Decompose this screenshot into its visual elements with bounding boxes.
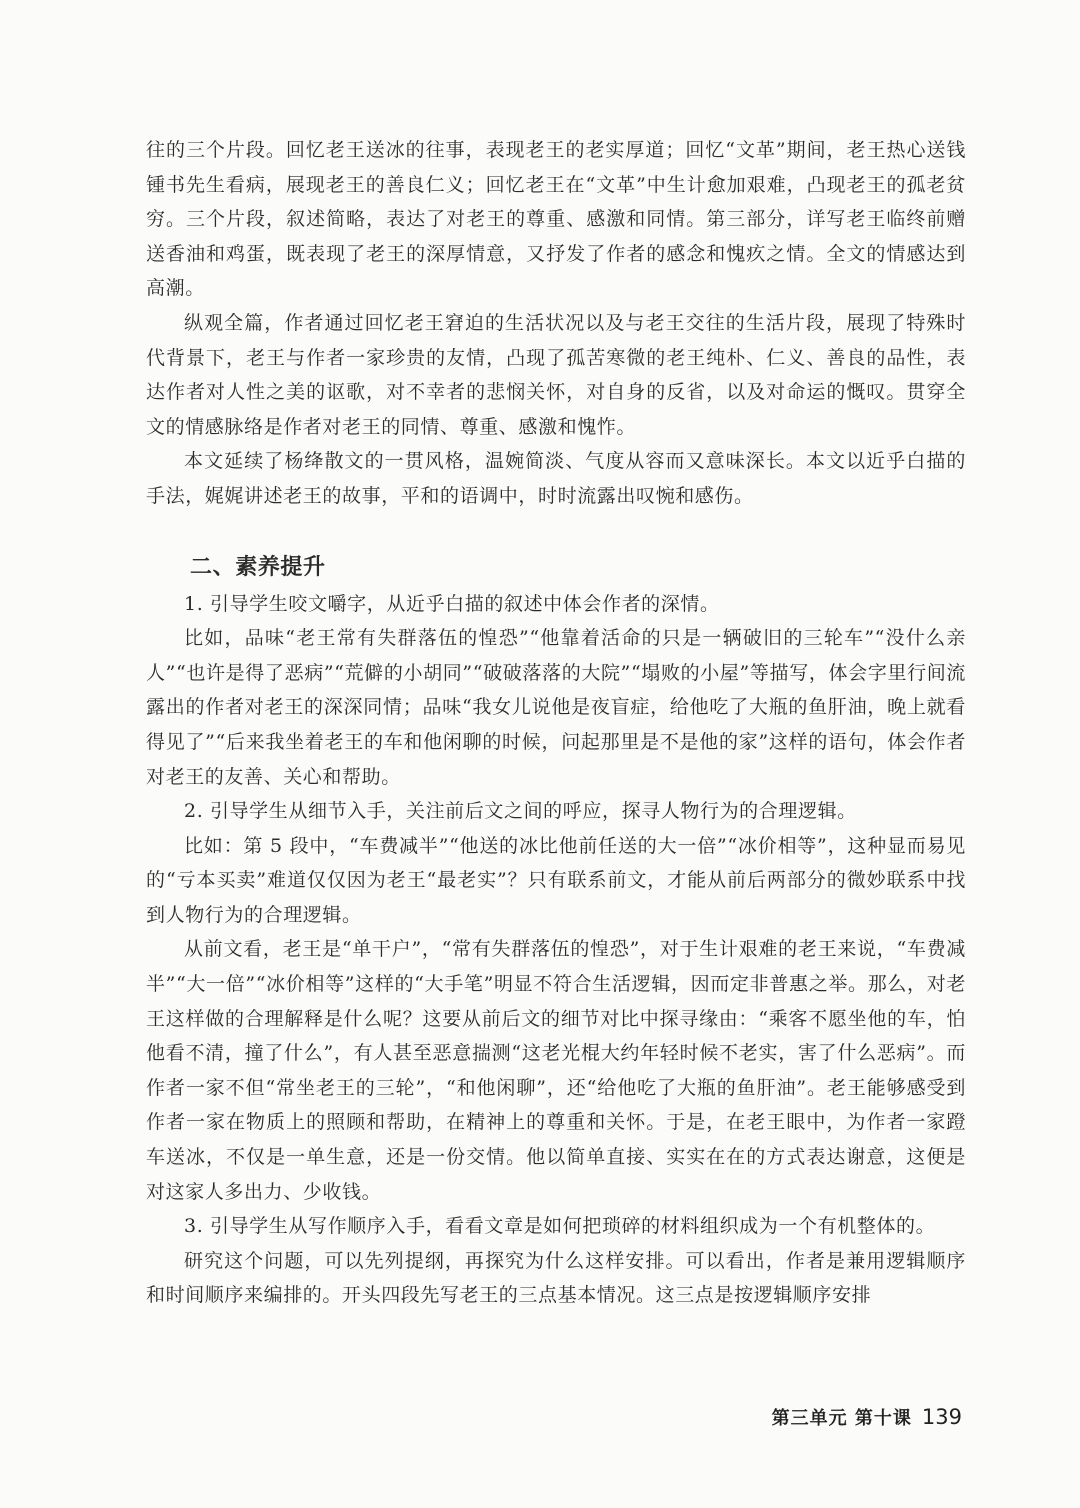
point-1-example: 比如，品味“老王常有失群落伍的惶恐”“他靠着活命的只是一辆破旧的三轮车”“没什么亲人”“也许是得了恶病”“荒僻的小胡同”“破破落落的大院”“塌败的小屋”等描写，体会字里行间流露出的作者对老王的深深同情；品味“我女儿说他是夜盲症，给他吃了大瓶的鱼肝油，晚上就看得见了”“后来我坐着老王的车和他闲聊的时候，问起那里是不是他的家”这样的语句，体会作者对老王的友善、关心和帮助。 [146, 627, 966, 788]
section-heading: 二、素养提升 [190, 554, 326, 580]
point-2: 2. 引导学生从细节入手，关注前后文之间的呼应，探寻人物行为的合理逻辑。 [184, 800, 857, 823]
page-number: 139 [921, 1405, 962, 1429]
paragraph-style: 本文延续了杨绛散文的一贯风格，温婉简淡、气度从容而又意味深长。本文以近乎白描的手法，娓娓讲述老王的故事，平和的语调中，时时流露出叹惋和感伤。 [146, 450, 966, 507]
point-1: 1. 引导学生咬文嚼字，从近乎白描的叙述中体会作者的深情。 [184, 592, 720, 615]
point-2-analysis: 从前文看，老王是“单干户”，“常有失群落伍的惶恐”，对于生计艰难的老王来说，“车费减半”“大一倍”“冰价相等”这样的“大手笔”明显不符合生活逻辑，因而定非普惠之举。那么，对老王这样做的合理解释是什么呢？这要从前后文的细节对比中探寻缘由：“乘客不愿坐他的车，怕他看不清，撞了什么”，有人甚至恶意揣测“这老光棍大约年轻时候不老实，害了什么恶病”。而作者一家不但“常坐老王的三轮”，“和他闲聊”，还“给他吃了大瓶的鱼肝油”。老王能够感受到作者一家在物质上的照顾和帮助，在精神上的尊重和关怀。于是，在老王眼中，为作者一家蹬车送冰，不仅是一单生意，还是一份交情。他以简单直接、实实在在的方式表达谢意，这便是对这家人多出力、少收钱。 [146, 938, 966, 1203]
body-text [146, 133, 966, 1313]
point-3-explanation: 研究这个问题，可以先列提纲，再探究为什么这样安排。可以看出，作者是兼用逻辑顺序和时间顺序来编排的。开头四段先写老王的三点基本情况。这三点是按逻辑顺序安排 [146, 1249, 966, 1307]
point-2-example: 比如：第 5 段中，“车费减半”“他送的冰比他前任送的大一倍”“冰价相等”，这种显而易见的“亏本买卖”难道仅仅因为老王“最老实”？只有联系前文，才能从前后两部分的微妙联系中找到人物行为的合理逻辑。 [146, 834, 966, 926]
paragraph-continuation: 往的三个片段。回忆老王送冰的往事，表现老王的老实厚道；回忆“文革”期间，老王热心送钱锺书先生看病，展现老王的善良仁义；回忆老王在“文革”中生计愈加艰难，凸现老王的孤老贫穷。三个片段，叙述简略，表达了对老王的尊重、感激和同情。第三部分，详写老王临终前赠送香油和鸡蛋，既表现了老王的深厚情意，又抒发了作者的感念和愧疚之情。全文的情感达到高潮。 [146, 139, 966, 300]
unit-lesson-label: 第三单元 第十课 [771, 1408, 912, 1429]
paragraph-overview: 纵观全篇，作者通过回忆老王窘迫的生活状况以及与老王交往的生活片段，展现了特殊时代背景下，老王与作者一家珍贵的友情，凸现了孤苦寒微的老王纯朴、仁义、善良的品性，表达作者对人性之美的讴歌，对不幸者的悲悯关怀，对自身的反省，以及对命运的慨叹。贯穿全文的情感脉络是作者对老王的同情、尊重、感激和愧怍。 [146, 311, 966, 438]
page-footer [772, 1404, 962, 1430]
point-3: 3. 引导学生从写作顺序入手，看看文章是如何把琐碎的材料组织成为一个有机整体的。 [184, 1215, 936, 1238]
